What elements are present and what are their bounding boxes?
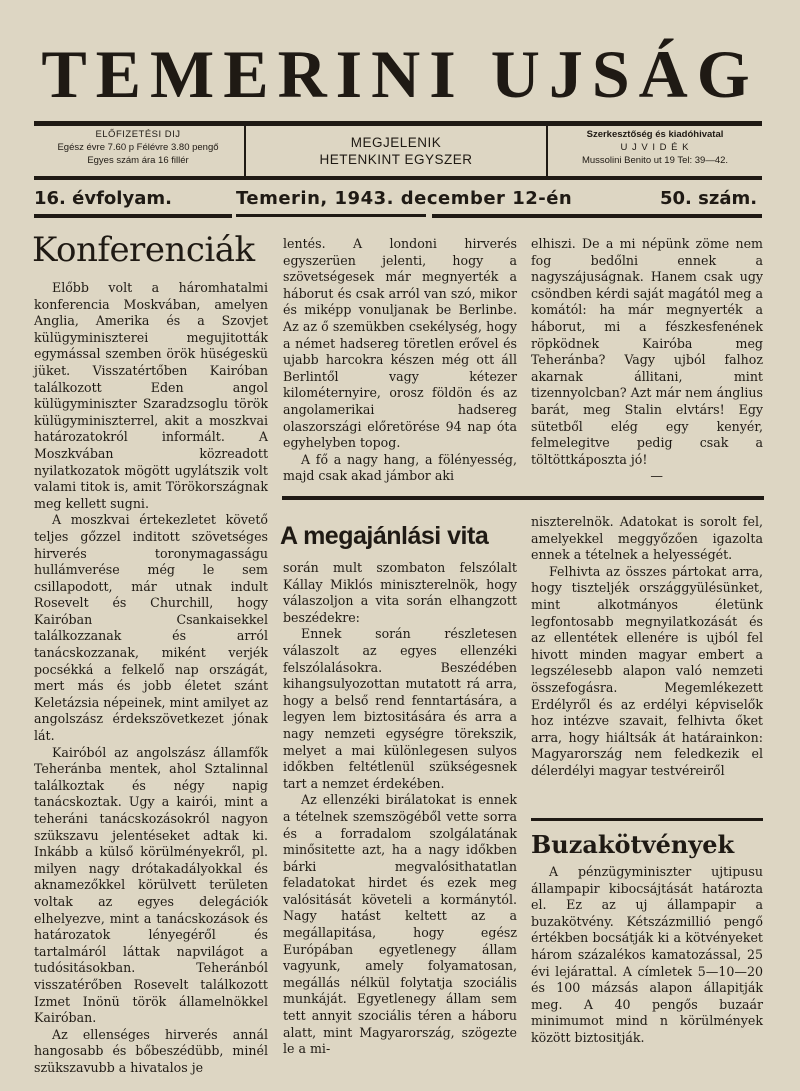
- office-heading: Szerkesztőség és kiadóhivatal: [586, 129, 724, 140]
- issue-rule-left: [34, 214, 232, 218]
- megajanlasi-column-3: [531, 514, 763, 814]
- subscription-box: [34, 128, 242, 167]
- subscription-single: Egyes szám ára 16 fillér: [87, 155, 189, 166]
- paragraph: Az ellenzéki birálatokat is ennek a tételnek szemszögéből vette sorra és a forradalom szolgálatának minősitette azt, ha a nagy időkben bárki megvalósithatatlan feladatokat hirdet és ezek meg valósitását követeli a kormánytól. Nagy hatást keltett az a megállapitása, hogy egész Európában egyetlenegy állam vagyunk, amely folyamatosan, megállás nélkül folytatja szociális munkáját. Egyetlenegy állam sem tett annyit szociális téren a háboru alatt, mint Magyarország, szögezte le a mi-: [283, 792, 517, 1057]
- article-separator: [282, 496, 764, 500]
- frequency-line2: HETENKINT EGYSZER: [319, 152, 473, 167]
- header-bottom-rule: [34, 176, 762, 180]
- issue-number: 50. szám.: [660, 188, 758, 209]
- issue-rule-right: [432, 214, 762, 218]
- header-top-rule: [34, 121, 762, 126]
- paragraph: A fő a nagy hang, a fölényesség, majd csak akad jámbor aki: [283, 451, 517, 484]
- frequency-line1: MEGJELENIK: [350, 135, 442, 150]
- subscription-heading: ELŐFIZETÉSI DIJ: [95, 129, 181, 140]
- buzakotvenyek-column: [531, 864, 763, 1050]
- paragraph: A moszkvai értekezletet követő teljes gőzzel inditott szövetséges hirverés toronymagasságu hullámverése még le sem csillapodott, már utnak indult Rosevelt és Churchill, hogy Kairóban Csankaisekkel találkozzanak és arról tanácskozzanak, miként verjék pocsékká a felkelő nap országát, mert más és jobb életet szánt Keletázsia népeinek, mint amilyet az angolszász érdekszövetkezet jónak lát.: [34, 512, 268, 744]
- paragraph: során mult szombaton felszólalt Kállay Miklós miniszterelnök, hogy válaszoljon a vita során elhangzott beszédekre:: [283, 560, 517, 625]
- paragraph: A pénzügyminiszter ujtipusu állampapir kibocsájtását határozta el. Ez az uj állampapir a buzakötvény. Kétszázmillió pengő értékben bocsátják ki a kötvényeket három százalékos kamatozással, 25 évi lejárattal. A címletek 5—10—20 és 100 mázsás alapon állapitják meg. A 40 pengős buzaár minimumot mind n körülmények között biztositják.: [531, 864, 763, 1045]
- paragraph: elhiszi. De a mi népünk zöme nem fog bedőlni ennek a nagyszájuságnak. Hanem csak ugy csöndben kérdi saját magától meg a komától: ha már megnyerték a háborut, mi a fészkesfenének röpködnek Kairóba meg Teheránba? Vagy ujból falhoz akarnak állitani, mint tizennyolcban? Azt már nem ánglius barát, meg Stalin elvtárs! Egy sütetből elég egy kenyér, felmelegitve pedig csak a töltöttkáposzta jó!: [531, 236, 763, 467]
- paragraph: niszterelnök. Adatokat is sorolt fel, amelyekkel meggyőzően igazolta ennek a tételnek a helyességét.: [531, 514, 763, 563]
- masthead-title: TEMERINI UJSÁG: [41, 36, 759, 112]
- office-city: U J V I D É K: [620, 142, 690, 153]
- volume-label: 16. évfolyam.: [34, 188, 172, 209]
- end-mark: —: [650, 468, 663, 484]
- paragraph: Kairóból az angolszász államfők Teheránba mentek, ahol Sztalinnal találkoztak és négy napig tanácskoztak. Ugy a kairói, mint a teheráni tanácskozásokról nagyon szükszavu jelentéseket adtak ki. Inkább a külső körülményekről, pl. milyen nagy drótakadályokkal és aknamezőkkel körülvett területen voltak az egyes delegációk elhelyezve, mint a tanácskozások és határozatok lényegéről és tartalmáról láttak napvilágot a tudósitásokban. Teheránból visszatérőben Rosevelt találkozott Izmet Inönü török államelnökkel Kairóban.: [34, 744, 268, 1026]
- paragraph: lentés. A londoni hirverés egyszerüen jelenti, hogy a szövetségesek már megnyerték a háborut és csak arról van szó, mikor és miképp vonuljanak be Berlinbe. Az az ő szemükben csekélység, hogy a német hadsereg töretlen erővel és ujabb harcokra készen még ott áll Berlintől vagy kétezer kilométernyire, orosz földön és az angolamerikai hadsereg olaszországi előretörése 94 nap óta egyhelyben topog.: [283, 236, 517, 451]
- office-address: Mussolini Benito ut 19 Tel: 39—42.: [581, 155, 729, 166]
- paragraph: Az ellenséges hirverés annál hangosabb és bőbeszédübb, minél szükszavubb a hivatalos je: [34, 1026, 268, 1075]
- frequency-box: [246, 134, 546, 168]
- buza-separator: [531, 818, 763, 821]
- buzakotvenyek-title: Buzakötvények: [531, 830, 735, 859]
- konferenciak-column-3: [531, 236, 763, 488]
- megajanlasi-title: A megajánlási vita: [280, 522, 489, 550]
- megajanlasi-column-2: [283, 560, 517, 1057]
- konferenciak-column-2: [283, 236, 517, 488]
- issue-rule-mid: [236, 214, 426, 217]
- paragraph: Ennek során részletesen válaszolt az egyes ellenzéki felszólalásokra. Beszédében kihangsulyozottan mutatott rá arra, hogy a belső rend fenntartására, a legyen lem biztositására és arra a nagy nemzeti egységre törekszik, melyet a mai különlegesen sulyos időkben feltétlenül szükségesnek tart a nemzet érdekében.: [283, 626, 517, 791]
- paragraph: Felhivta az összes pártokat arra, hogy tiszteljék országgyülésünket, mint alkotmányos életünk legfontosabb megnyilatkozását és az ellentétek ellenére is ujból fel hivott minden magyar embert a legszélesebb alapon való nemzeti összefogásra. Megemlékezett Erdélyről és az erdélyi képviselők hoz intézve szavait, felhivta őket arra, hogy hiáltsák át határainkon: Magyarország nem feledkezik el délerdélyi magyar testvéreiről: [531, 563, 763, 778]
- paragraph: Előbb volt a háromhatalmi konferencia Moskvában, amelyen Anglia, Amerika és a Szovjet külügyminiszterei megujitották egymással szemben örök hüségeskü jüket. Visszatértőben Kairóban találkozott Eden angol külügyminiszter Szaradzsoglu török külügyminiszterrel, akit a moszkvai határozatokról informált. A Moszkvában közreadott nyilatkozatok mögött ugylátszik volt valami titok is, amit Törökországnak meg kellett sugni.: [34, 280, 268, 511]
- office-box: [548, 128, 762, 167]
- konferenciak-column-1: [34, 280, 268, 1075]
- subscription-prices: Egész évre 7.60 p Félévre 3.80 pengő: [57, 142, 219, 153]
- konferenciak-title: Konferenciák: [32, 230, 255, 270]
- place-date: Temerin, 1943. december 12-én: [236, 188, 573, 209]
